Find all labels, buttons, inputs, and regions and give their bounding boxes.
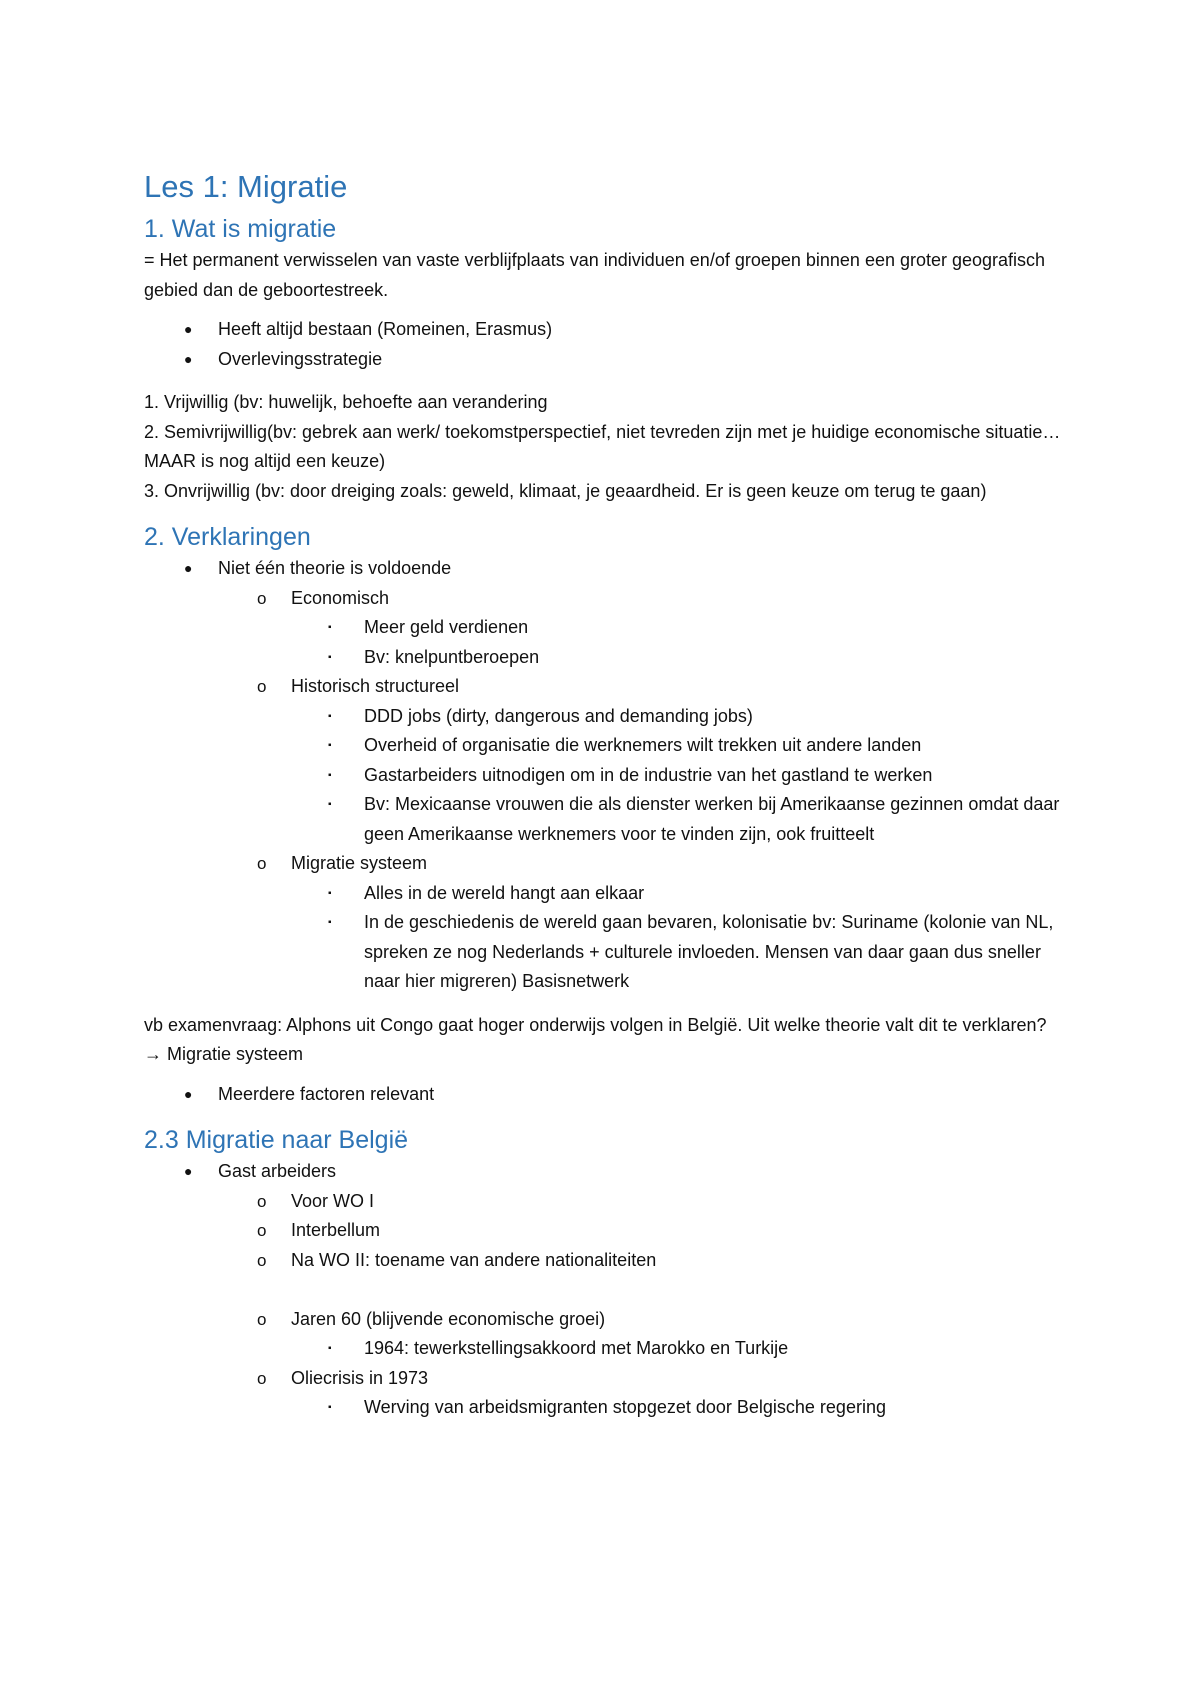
bullet-marker: ● bbox=[184, 1163, 193, 1179]
list-item: o Migratie systeem bbox=[144, 849, 1064, 879]
list-item: ▪ Meer geld verdienen bbox=[144, 613, 1064, 643]
list-item: ▪ Gastarbeiders uitnodigen om in de industrie van het gastland te werken bbox=[144, 761, 1064, 791]
list-item: ▪ Bv: Mexicaanse vrouwen die als dienster werken bij Amerikaanse gezinnen omdat daar geen Amerikaanse werknemers voor te vinden zijn, ook fruitteelt bbox=[144, 790, 1064, 849]
type-semivrijwillig: 2. Semivrijwillig(bv: gebrek aan werk/ toekomstperspectief, niet tevreden zijn met je huidige economische situatie… MAAR is nog altijd een keuze) bbox=[144, 421, 1061, 471]
square-marker: ▪ bbox=[328, 769, 332, 781]
list-item: ● Meerdere factoren relevant bbox=[144, 1080, 1064, 1110]
type-onvrijwillig: 3. Onvrijwillig (bv: door dreiging zoals: geweld, klimaat, je geaardheid. Er is geen keuze om terug te gaan) bbox=[144, 480, 987, 501]
circle-marker: o bbox=[257, 1250, 267, 1270]
list-item: ▪ In de geschiedenis de wereld gaan bevaren, kolonisatie bv: Suriname (kolonie van NL, spreken ze nog Nederlands + culturele invloeden. Mensen van daar gaan dus sneller naar hier migreren) Basisnetwerk bbox=[144, 908, 1064, 997]
circle-marker: o bbox=[257, 1368, 267, 1388]
square-marker: ▪ bbox=[328, 917, 332, 928]
bullet-list bbox=[144, 1157, 1064, 1423]
list-item: ▪ Bv: knelpuntberoepen bbox=[144, 643, 1064, 673]
square-marker: ▪ bbox=[328, 710, 332, 722]
square-marker: ▪ bbox=[328, 651, 332, 663]
bullet-list bbox=[144, 1080, 1064, 1110]
list-item: o Oliecrisis in 1973 bbox=[144, 1364, 1064, 1394]
definition-paragraph: = Het permanent verwisselen van vaste verblijfplaats van individuen en/of groepen binnen een groter geografisch gebied dan de geboortestreek. bbox=[144, 250, 1046, 300]
page-title: Les 1: Migratie bbox=[144, 169, 348, 204]
section-heading-wat-is-migratie: 1. Wat is migratie bbox=[144, 215, 337, 243]
type-vrijwillig: 1. Vrijwillig (bv: huwelijk, behoefte aan verandering bbox=[144, 392, 548, 412]
bullet-list bbox=[144, 315, 1064, 374]
bullet-marker: ● bbox=[184, 321, 193, 337]
list-item: ● Gast arbeiders bbox=[144, 1157, 1064, 1187]
square-marker: ▪ bbox=[328, 622, 332, 633]
circle-marker: o bbox=[257, 1191, 267, 1211]
list-item: ● Niet één theorie is voldoende bbox=[144, 554, 1064, 584]
circle-marker: o bbox=[257, 677, 267, 696]
list-item: ▪ Werving van arbeidsmigranten stopgezet door Belgische regering bbox=[144, 1393, 1064, 1423]
circle-marker: o bbox=[257, 1221, 267, 1240]
list-item: ▪ Alles in de wereld hangt aan elkaar bbox=[144, 879, 1064, 909]
circle-marker: o bbox=[257, 854, 267, 873]
empty-line bbox=[144, 1275, 1064, 1305]
circle-marker: o bbox=[257, 1309, 267, 1329]
list-item: o Economisch bbox=[144, 584, 1064, 614]
square-marker: ▪ bbox=[328, 1343, 332, 1354]
circle-marker: o bbox=[257, 588, 267, 608]
square-marker: ▪ bbox=[328, 1402, 332, 1413]
bullet-list bbox=[144, 554, 1064, 997]
list-item: ▪ Overheid of organisatie die werknemers wilt trekken uit andere landen bbox=[144, 731, 1064, 761]
list-item: o Historisch structureel bbox=[144, 672, 1064, 702]
bullet-marker: ● bbox=[184, 350, 193, 367]
bullet-marker: ● bbox=[184, 1085, 193, 1102]
list-item: o Voor WO I bbox=[144, 1187, 1064, 1217]
list-item: ● Heeft altijd bestaan (Romeinen, Erasmus) bbox=[144, 315, 1064, 345]
square-marker: ▪ bbox=[328, 740, 332, 751]
list-item: ● Overlevingsstrategie bbox=[144, 345, 1064, 375]
list-item: ▪ 1964: tewerkstellingsakkoord met Marokko en Turkije bbox=[144, 1334, 1064, 1364]
square-marker: ▪ bbox=[328, 799, 332, 810]
square-marker: ▪ bbox=[328, 887, 332, 899]
bullet-marker: ● bbox=[184, 560, 193, 576]
document-content bbox=[144, 168, 1064, 1423]
list-item: o Na WO II: toename van andere nationaliteiten bbox=[144, 1246, 1064, 1276]
list-item: o Interbellum bbox=[144, 1216, 1064, 1246]
section-heading-migratie-naar-belgie: 2.3 Migratie naar België bbox=[144, 1126, 409, 1154]
section-heading-verklaringen: 2. Verklaringen bbox=[144, 523, 311, 551]
list-item: ▪ DDD jobs (dirty, dangerous and demanding jobs) bbox=[144, 702, 1064, 732]
exam-question: vb examenvraag: Alphons uit Congo gaat hoger onderwijs volgen in België. Uit welke theorie valt dit te verklaren? → Migratie systeem bbox=[144, 1014, 1047, 1064]
list-item: o Jaren 60 (blijvende economische groei) bbox=[144, 1305, 1064, 1335]
